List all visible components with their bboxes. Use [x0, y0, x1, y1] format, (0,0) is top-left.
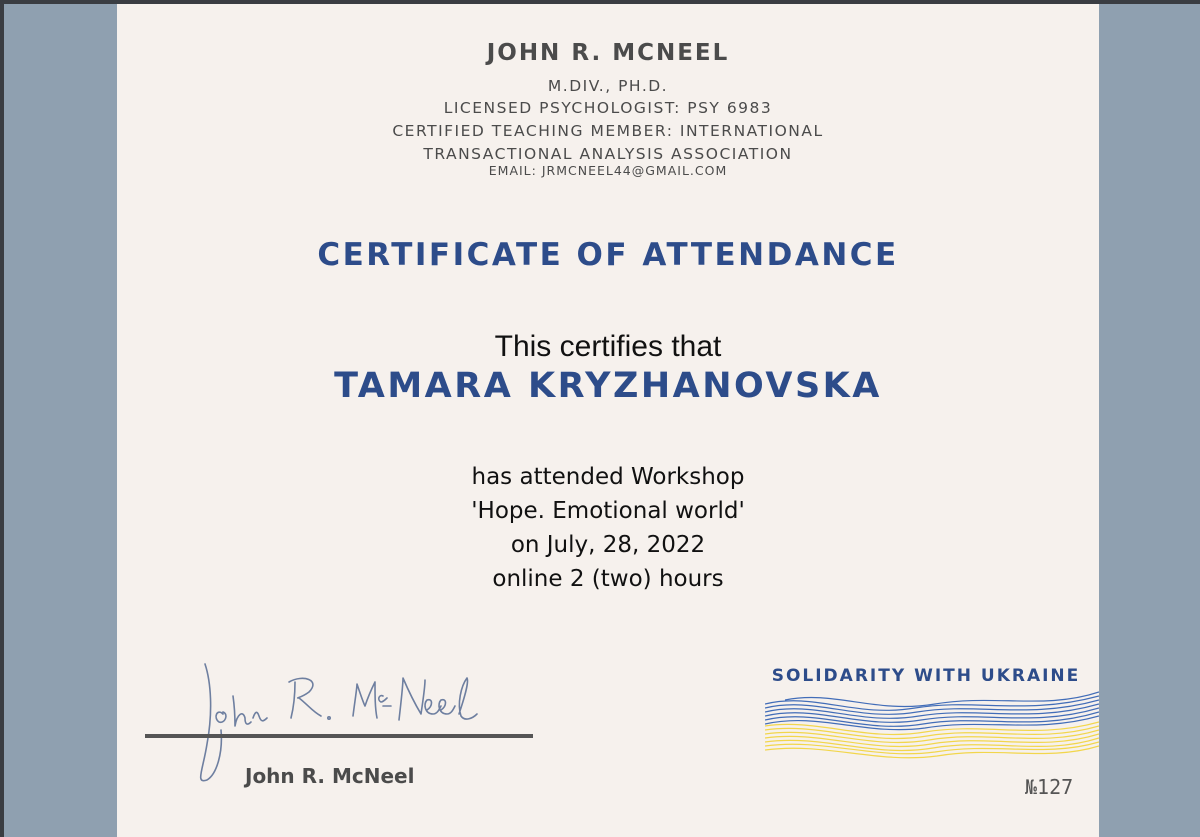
window-frame-left: [0, 0, 4, 837]
signature-line: [145, 734, 533, 738]
attendance-line: has attended Workshop: [471, 464, 745, 490]
workshop-duration: online 2 (two) hours: [492, 566, 724, 592]
certificate-title: CERTIFICATE OF ATTENDANCE: [317, 237, 899, 273]
issuer-license: LICENSED PSYCHOLOGIST: PSY 6983: [443, 99, 773, 117]
workshop-date: on July, 28, 2022: [510, 532, 706, 558]
issuer-name: JOHN R. MCNEEL: [486, 40, 730, 66]
issuer-degrees: M.DIV., PH.D.: [547, 77, 669, 95]
recipient-name: TAMARA KRYZHANOVSKA: [334, 366, 882, 406]
issuer-membership-line1: CERTIFIED TEACHING MEMBER: INTERNATIONAL: [392, 122, 824, 140]
solidarity-heading: SOLIDARITY WITH UKRAINE: [771, 666, 1081, 686]
certificate-page: [117, 4, 1099, 837]
certifies-text: This certifies that: [494, 330, 722, 363]
ukraine-flag-wave-icon: [765, 688, 1099, 766]
issuer-email: EMAIL: JRMCNEEL44@GMAIL.COM: [488, 163, 728, 178]
signer-name: John R. McNeel: [245, 764, 415, 788]
certificate-number: №127: [1025, 775, 1074, 799]
issuer-membership-line2: TRANSACTIONAL ANALYSIS ASSOCIATION: [423, 145, 793, 163]
workshop-title: 'Hope. Emotional world': [471, 498, 745, 524]
